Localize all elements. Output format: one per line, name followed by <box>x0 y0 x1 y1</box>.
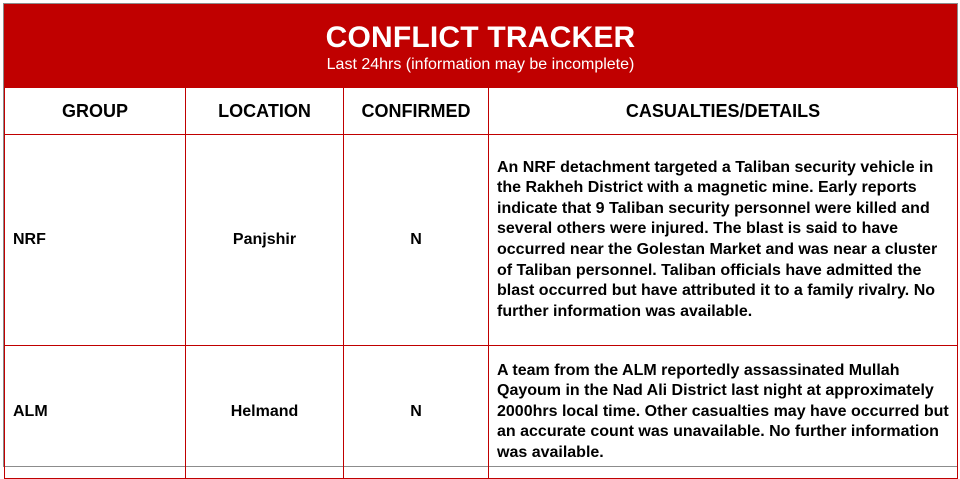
page-title: CONFLICT TRACKER <box>325 21 636 54</box>
column-header-confirmed: CONFIRMED <box>344 88 489 135</box>
table-header-row <box>5 88 958 135</box>
column-header-details: CASUALTIES/DETAILS <box>489 88 958 135</box>
header-banner <box>4 4 957 87</box>
conflict-tracker-panel <box>3 3 958 467</box>
cell-details: A team from the ALM reportedly assassinated Mullah Qayoum in the Nad Ali District last night at approximately 2000hrs local time. Other casualties may have occurred but an accurate count was unavailable. No further information was available. <box>489 346 958 479</box>
cell-group: NRF <box>5 135 186 346</box>
cell-location: Helmand <box>186 346 344 479</box>
cell-confirmed: N <box>344 346 489 479</box>
page-subtitle: Last 24hrs (information may be incomplete) <box>326 56 635 73</box>
table-row <box>5 135 958 346</box>
cell-location: Panjshir <box>186 135 344 346</box>
column-header-location: LOCATION <box>186 88 344 135</box>
table-row <box>5 346 958 479</box>
cell-details: An NRF detachment targeted a Taliban security vehicle in the Rakheh District with a magnetic mine. Early reports indicate that 9 Taliban security personnel were killed and several others were injured. The blast is said to have occurred near the Golestan Market and was near a cluster of Taliban personnel. Taliban officials have admitted the blast occurred but have attributed it to a family rivalry. No further information was available. <box>489 135 958 346</box>
conflict-table <box>4 87 958 479</box>
cell-group: ALM <box>5 346 186 479</box>
column-header-group: GROUP <box>5 88 186 135</box>
cell-confirmed: N <box>344 135 489 346</box>
